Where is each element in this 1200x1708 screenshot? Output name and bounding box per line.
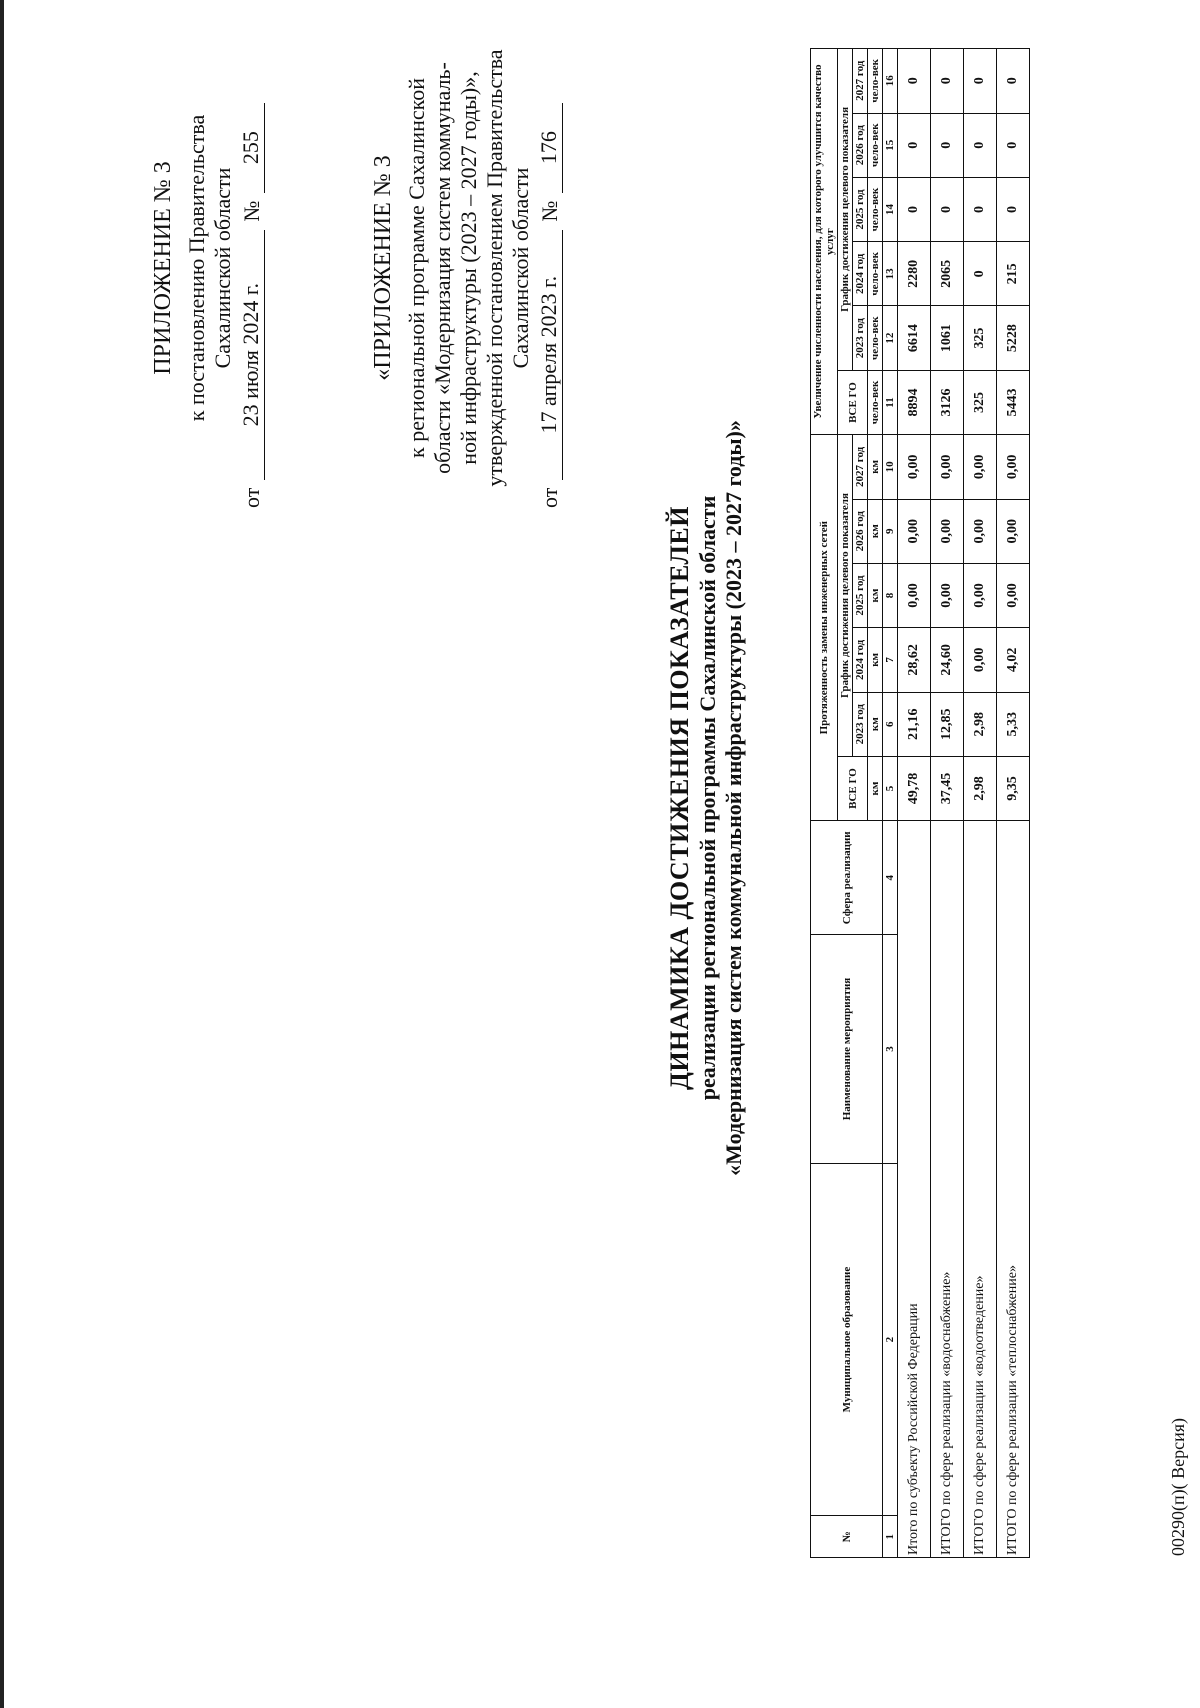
cell-km: 24,60 (931, 628, 964, 692)
column-number: 13 (883, 242, 898, 306)
header-length: Протяженность замены инженерных сетей (811, 435, 838, 821)
header-length-total: ВСЕ ГО (838, 756, 868, 820)
cell-km-total: 9,35 (997, 756, 1030, 820)
scan-edge-line (0, 0, 4, 1708)
header-measure: Наименование мероприятия (811, 935, 883, 1163)
document-subtitle-2: «Модернизация систем коммунальной инфраструктуры (2023 – 2027 годы)» (721, 420, 746, 1176)
column-number: 7 (883, 628, 898, 692)
document-code: 00290(п)( Версия) (1168, 1417, 1188, 1556)
table-row (997, 49, 1030, 1558)
cell-people: 0 (964, 49, 997, 114)
year-header: 2027 год (853, 49, 868, 114)
year-header: 2025 год (853, 177, 868, 241)
column-number: 10 (883, 435, 898, 499)
cell-km: 0,00 (997, 563, 1030, 627)
row-label: Итого по субъекту Российской Федерации (898, 821, 931, 1558)
unit-people: чело-век (868, 49, 883, 114)
resolution-header (150, 28, 265, 508)
header-length-schedule: График достижения целевого показателя (838, 435, 853, 757)
unit-km: км (868, 435, 883, 499)
cell-people: 1061 (931, 306, 964, 370)
unit-km: км (868, 692, 883, 756)
appendix-title: ПРИЛОЖЕНИЕ № 3 (150, 161, 176, 375)
cell-km: 0,00 (997, 499, 1030, 563)
resolution-date: 23 июля 2024 г. (238, 230, 265, 480)
column-number: 1 (883, 1516, 898, 1558)
header-population: Увеличение численности населения, для которого улучшится качество услуг (811, 49, 838, 435)
cell-people: 0 (964, 113, 997, 177)
cell-people: 0 (931, 113, 964, 177)
document-footer (1168, 1418, 1189, 1556)
program-line-5: Сахалинской области (508, 167, 533, 369)
year-header: 2026 год (853, 499, 868, 563)
header-no: № (811, 1516, 883, 1558)
column-number: 5 (883, 756, 898, 820)
unit-people: чело-век (868, 306, 883, 370)
cell-km: 0,00 (964, 563, 997, 627)
column-number: 4 (883, 821, 898, 935)
column-number: 14 (883, 177, 898, 241)
cell-km: 21,16 (898, 692, 931, 756)
unit-km: км (868, 756, 883, 820)
program-appendix-title: «ПРИЛОЖЕНИЕ № 3 (370, 155, 396, 381)
program-number: 176 (536, 103, 563, 193)
row-label: ИТОГО по сфере реализации «водоснабжение» (931, 821, 964, 1558)
cell-people: 0 (898, 49, 931, 114)
cell-km: 12,85 (931, 692, 964, 756)
unit-people: чело-век (868, 242, 883, 306)
document-titles (665, 388, 747, 1208)
year-header: 2024 год (853, 242, 868, 306)
cell-km-total: 37,45 (931, 756, 964, 820)
cell-km: 28,62 (898, 628, 931, 692)
header-sphere: Сфера реализации (811, 821, 883, 935)
cell-km: 4,02 (997, 628, 1030, 692)
cell-people: 0 (964, 177, 997, 241)
cell-km: 0,00 (931, 499, 964, 563)
header-row-1 (811, 49, 838, 1558)
region-line: Сахалинской области (210, 167, 235, 369)
number-label: № (239, 200, 264, 222)
year-header: 2025 год (853, 563, 868, 627)
program-header (370, 28, 563, 508)
cell-people-total: 325 (964, 370, 997, 434)
year-header: 2023 год (853, 306, 868, 370)
program-number-label: № (537, 200, 562, 222)
column-number: 3 (883, 935, 898, 1163)
column-number-row (883, 49, 898, 1558)
column-number: 9 (883, 499, 898, 563)
unit-people: чело-век (868, 113, 883, 177)
cell-people-total: 3126 (931, 370, 964, 434)
unit-km: км (868, 499, 883, 563)
resolution-line: к постановлению Правительства (184, 114, 209, 422)
cell-people: 5228 (997, 306, 1030, 370)
cell-people: 0 (931, 177, 964, 241)
program-date: 17 апреля 2023 г. (536, 230, 563, 480)
from-label: от (239, 487, 264, 508)
program-line-4: утвержденной постановлением Правительства (482, 49, 507, 487)
year-header: 2026 год (853, 113, 868, 177)
cell-people: 6614 (898, 306, 931, 370)
resolution-date-row (238, 28, 265, 508)
column-number: 2 (883, 1163, 898, 1516)
year-header: 2023 год (853, 692, 868, 756)
header-population-schedule: График достижения целевого показателя (838, 49, 853, 371)
column-number: 8 (883, 563, 898, 627)
cell-people: 2065 (931, 242, 964, 306)
cell-people: 325 (964, 306, 997, 370)
cell-people: 215 (997, 242, 1030, 306)
year-header: 2024 год (853, 628, 868, 692)
cell-km: 0,00 (898, 563, 931, 627)
cell-km-total: 49,78 (898, 756, 931, 820)
cell-km: 0,00 (898, 435, 931, 499)
year-header: 2027 год (853, 435, 868, 499)
cell-people: 0 (898, 113, 931, 177)
cell-km: 0,00 (964, 435, 997, 499)
resolution-number: 255 (238, 103, 265, 193)
cell-km-total: 2,98 (964, 756, 997, 820)
cell-km: 0,00 (997, 435, 1030, 499)
column-number: 6 (883, 692, 898, 756)
cell-people: 0 (898, 177, 931, 241)
cell-km: 0,00 (964, 499, 997, 563)
cell-km: 0,00 (931, 435, 964, 499)
unit-km: км (868, 563, 883, 627)
cell-km: 2,98 (964, 692, 997, 756)
cell-people: 0 (997, 177, 1030, 241)
table-row (931, 49, 964, 1558)
column-number: 15 (883, 113, 898, 177)
cell-people: 0 (964, 242, 997, 306)
row-label: ИТОГО по сфере реализации «теплоснабжение» (997, 821, 1030, 1558)
column-number: 11 (883, 370, 898, 434)
program-line-1: к региональной программе Сахалинской (404, 78, 429, 458)
cell-km: 0,00 (964, 628, 997, 692)
column-number: 12 (883, 306, 898, 370)
program-date-row (536, 28, 563, 508)
program-line-3: ной инфраструктуры (2023 – 2027 годы)», (456, 71, 481, 465)
table-row (964, 49, 997, 1558)
document-subtitle-1: реализации региональной программы Сахалинской области (695, 495, 720, 1101)
program-line-2: области «Модернизация систем коммуналь- (430, 62, 455, 474)
cell-people: 0 (997, 113, 1030, 177)
unit-people: чело-век (868, 370, 883, 434)
header-municipality: Муниципальное образование (811, 1163, 883, 1516)
cell-people-total: 5443 (997, 370, 1030, 434)
unit-people: чело-век (868, 177, 883, 241)
indicators-table (810, 48, 1030, 1558)
cell-people: 0 (997, 49, 1030, 114)
program-from-label: от (537, 487, 562, 508)
document-title: ДИНАМИКА ДОСТИЖЕНИЯ ПОКАЗАТЕЛЕЙ (665, 506, 694, 1090)
cell-people-total: 8894 (898, 370, 931, 434)
cell-people: 0 (931, 49, 964, 114)
cell-people: 2280 (898, 242, 931, 306)
cell-km: 0,00 (931, 563, 964, 627)
unit-km: км (868, 628, 883, 692)
column-number: 16 (883, 49, 898, 114)
cell-km: 5,33 (997, 692, 1030, 756)
header-population-total: ВСЕ ГО (838, 370, 868, 434)
cell-km: 0,00 (898, 499, 931, 563)
row-label: ИТОГО по сфере реализации «водоотведение» (964, 821, 997, 1558)
table-row (898, 49, 931, 1558)
